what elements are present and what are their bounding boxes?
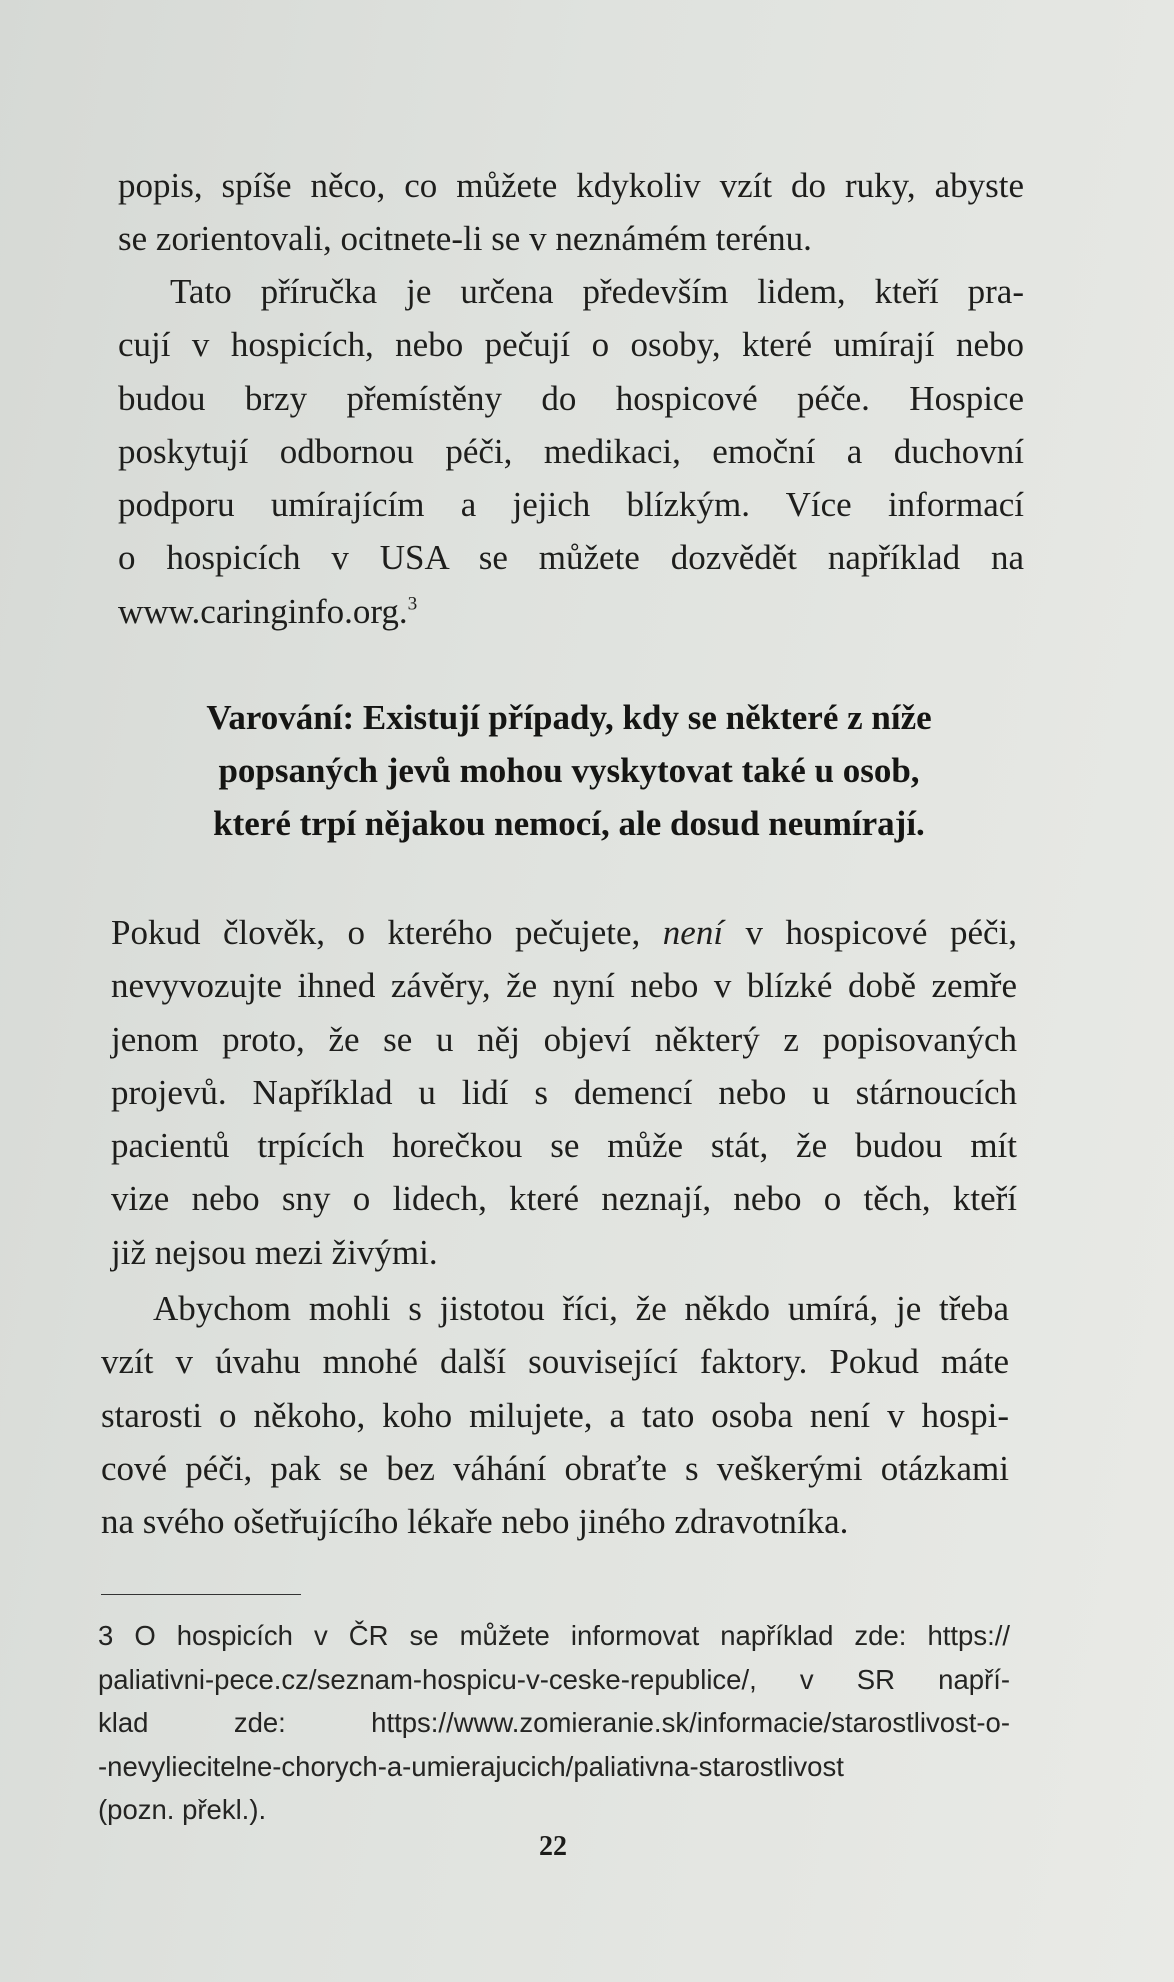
footnote — [98, 1614, 1010, 1832]
text-line: vize nebo sny o lidech, které neznají, nebo o těch, kteří — [111, 1179, 1017, 1219]
text-line: se zorientovali, ocitnete-li se v neznámém terénu. — [118, 219, 812, 259]
text-line: Tato příručka je určena především lidem, kteří pra- — [170, 272, 1024, 311]
text-line: podporu umírajícím a jejich blízkým. Více informací — [118, 485, 1024, 525]
footnote-line: 3 O hospicích v ČR se můžete informovat například zde: https:// — [98, 1620, 1010, 1651]
page-number: 22 — [539, 1831, 567, 1862]
text-line: o hospicích v USA se můžete dozvědět například na — [118, 538, 1024, 578]
text-line: cové péči, pak se bez váhání obraťte s veškerými otázkami — [101, 1448, 1009, 1488]
warning-line: které trpí nějakou nemocí, ale dosud neumírají. — [213, 804, 925, 843]
paragraph-dying-factors — [101, 1282, 1009, 1548]
text-fragment: v hospicové péči, — [723, 913, 1017, 952]
footnote-line: (pozn. překl.). — [98, 1794, 267, 1825]
text-line: již nejsou mezi živými. — [111, 1232, 438, 1272]
website-text: www.caringinfo.org. — [118, 591, 408, 631]
text-fragment: Pokud člověk, o kterého pečujete, — [111, 913, 663, 952]
warning-line: Varování: Existují případy, kdy se některé z níže — [206, 698, 932, 737]
text-line: poskytují odbornou péči, medikaci, emoční a duchovní — [118, 431, 1024, 471]
text-line — [118, 585, 1024, 638]
footnote-line: -nevyliecitelne-chorych-a-umierajucich/paliativna-starostlivost — [98, 1750, 844, 1782]
text-line: starosti o někoho, koho milujete, a tato osoba není v hospi- — [101, 1395, 1009, 1435]
text-line: Abychom mohli s jistotou říci, že někdo umírá, je třeba — [153, 1289, 1009, 1328]
text-line: projevů. Například u lidí s demencí nebo u stárnoucích — [111, 1072, 1017, 1112]
text-line: na svého ošetřujícího lékaře nebo jiného zdravotníka. — [101, 1502, 849, 1542]
warning-box — [156, 691, 982, 850]
footnote-line: klad zde: https://www.zomieranie.sk/informacie/starostlivost-o- — [98, 1707, 1010, 1738]
paragraph-continuation — [118, 159, 1024, 266]
text-line: jenom proto, že se u něj objeví některý z popisovaných — [111, 1019, 1017, 1059]
text-line: cují v hospicích, nebo pečují o osoby, které umírají nebo — [118, 325, 1024, 365]
footnote-line: paliativni-pece.cz/seznam-hospicu-v-ceske-republice/, v SR napří- — [98, 1663, 1010, 1695]
text-line: nevyvozujte ihned závěry, že nyní nebo v blízké době zemře — [111, 966, 1017, 1006]
paragraph-hospice-guide — [118, 265, 1024, 638]
warning-line: popsaných jevů mohou vyskytovat také u osob, — [218, 751, 920, 790]
footnote-reference: 3 — [407, 593, 418, 615]
text-line: budou brzy přemístěny do hospicové péče. Hospice — [118, 378, 1024, 418]
text-line: popis, spíše něco, co můžete kdykoliv vzít do ruky, abyste — [118, 166, 1024, 205]
text-line: pacientů trpících horečkou se může stát, že budou mít — [111, 1126, 1017, 1166]
emphasis-text: není — [662, 913, 724, 952]
text-line: vzít v úvahu mnohé další související faktory. Pokud máte — [101, 1342, 1009, 1382]
text-line — [111, 906, 1017, 959]
paragraph-not-in-hospice — [111, 906, 1017, 1279]
footnote-divider — [101, 1594, 301, 1595]
